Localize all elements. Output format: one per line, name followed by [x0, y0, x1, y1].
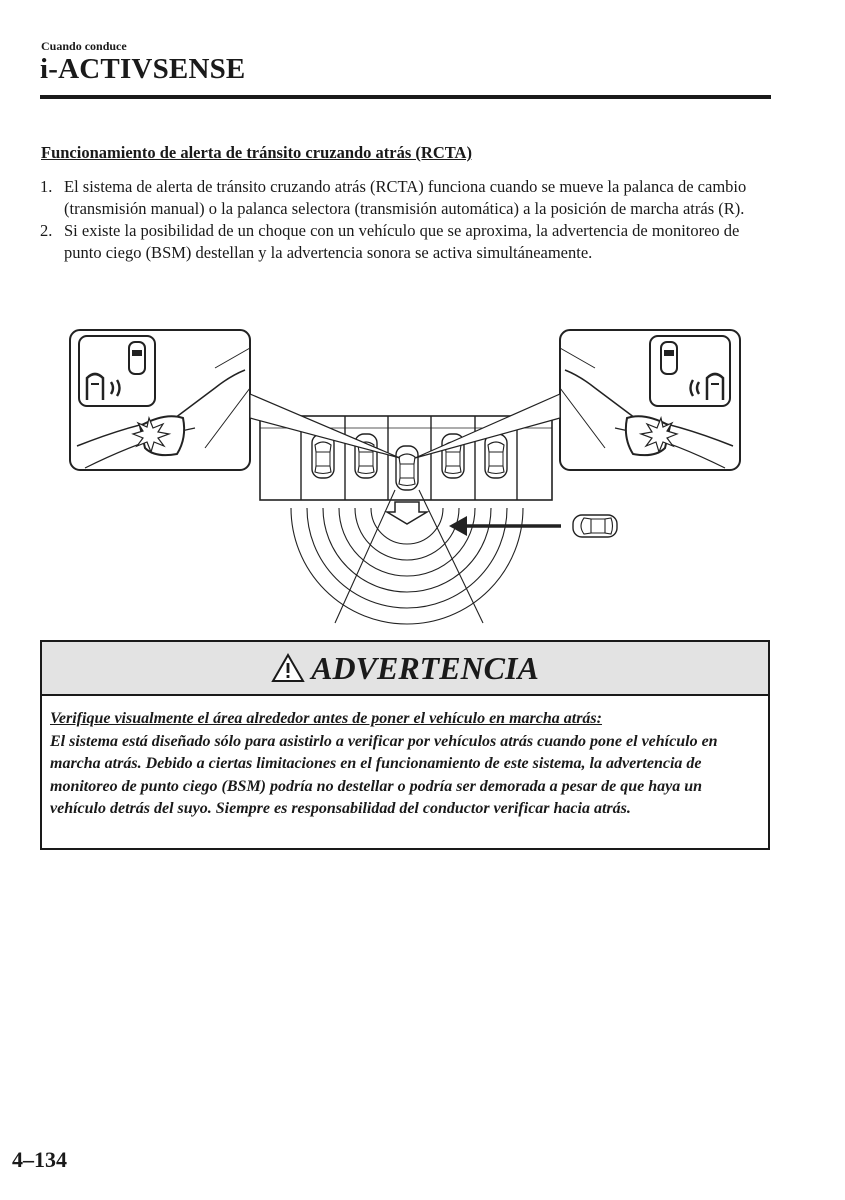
page-number: 4–134: [12, 1147, 67, 1172]
chapter-title: i-ACTIVSENSE: [40, 53, 246, 85]
title-rule: [40, 95, 771, 99]
steps-list: [40, 176, 775, 264]
step-number: 2.: [40, 221, 53, 240]
own-vehicle: [396, 446, 418, 490]
car-icon: [661, 342, 677, 374]
warning-text: El sistema está diseñado sólo para asistirlo a verificar por vehículos atrás cuando pone el vehículo en marcha atrás. Debido a ciertas limitaciones en el funcionamiento de este sistema, la advertencia de monitoreo de punto ciego (BSM) podría no destellar o podría ser demorada a pesar de que haya un vehículo detrás del suyo. Siempre es responsabilidad del conductor verificar hacia atrás.: [50, 732, 718, 817]
step-text: Si existe la posibilidad de un choque con un vehículo que se aproxima, la advertencia de monitoreo de punto ciego (BSM) destellan y la advertencia sonora se activa simultáneamente.: [64, 221, 740, 262]
step-text: El sistema de alerta de tránsito cruzando atrás (RCTA) funciona cuando se mueve la palanca de cambio (transmisión manual) o la palanca selectora (transmisión automática) a la posición de marcha atrás (R).: [64, 177, 747, 218]
rcta-illustration: [65, 328, 745, 628]
warning-header: [42, 642, 768, 696]
step-number: 1.: [40, 177, 53, 196]
warning-lead: Verifique visualmente el área alrededor antes de poner el vehículo en marcha atrás:: [50, 710, 602, 727]
right-mirror-inset: [560, 330, 740, 470]
car-icon: [129, 342, 145, 374]
section-label: Cuando conduce: [41, 39, 127, 53]
warning-body: [42, 696, 768, 821]
left-mirror-inset: [70, 330, 250, 470]
step-item: [40, 220, 775, 264]
arrow-down-icon: [387, 502, 427, 524]
warning-icon: [271, 653, 305, 683]
step-item: [40, 176, 775, 220]
car-icon: [707, 374, 723, 400]
warning-box: [40, 640, 770, 850]
warning-title: ADVERTENCIA: [311, 649, 539, 686]
arrow-left-icon: [449, 516, 561, 536]
approaching-vehicle: [573, 515, 617, 537]
section-heading: Funcionamiento de alerta de tránsito cruzando atrás (RCTA): [41, 143, 472, 162]
car-icon: [87, 374, 103, 400]
